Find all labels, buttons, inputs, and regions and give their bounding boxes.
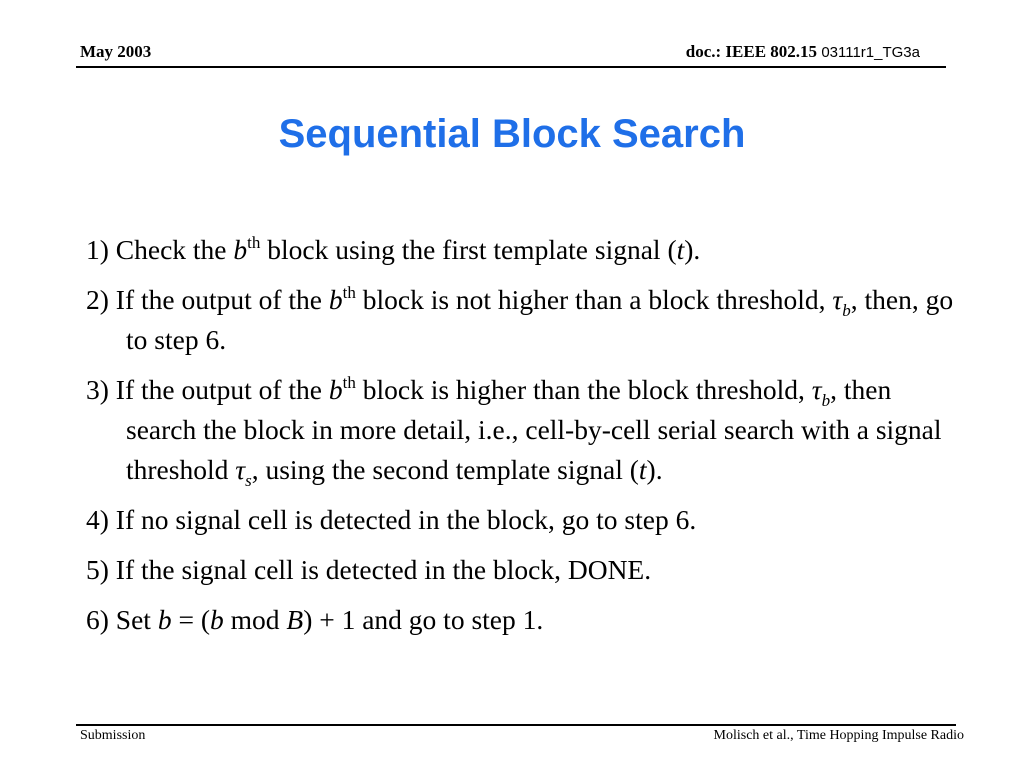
var-b: b — [233, 234, 248, 265]
superscript-th: th — [247, 233, 261, 252]
header-date: May 2003 — [80, 42, 152, 61]
step-list — [86, 230, 966, 650]
var-b: b — [328, 284, 343, 315]
doc-label: doc.: IEEE 802.15 — [685, 42, 818, 61]
slide-title: Sequential Block Search — [278, 112, 746, 156]
var-t: t — [676, 234, 685, 265]
subscript-s: s — [245, 471, 252, 490]
step-text: 1) Check the — [86, 234, 234, 265]
step-5: 5) If the signal cell is detected in the block, DONE. — [86, 554, 652, 585]
step-text: 6) Set — [86, 604, 158, 635]
header-rule — [76, 66, 946, 68]
step-text: block is not higher than a block threshold, — [355, 284, 833, 315]
superscript-th: th — [342, 283, 356, 302]
step-text: , then, go to step 6. — [126, 284, 954, 355]
footer-rule — [76, 724, 956, 726]
step-1 — [86, 230, 966, 270]
header-doc-id — [686, 42, 920, 62]
step-text: block is higher than the block threshold, — [355, 374, 812, 405]
step-3 — [86, 370, 966, 490]
superscript-th: th — [342, 373, 356, 392]
step-text: ). — [646, 454, 663, 485]
step-text: block using the first template signal ( — [260, 234, 677, 265]
var-b: b — [209, 604, 224, 635]
step-text: 2) If the output of the — [86, 284, 329, 315]
step-text: mod — [223, 604, 287, 635]
step-2 — [86, 280, 966, 360]
var-t: t — [638, 454, 647, 485]
var-tau: τ — [235, 454, 246, 485]
step-text: = ( — [171, 604, 210, 635]
step-text: ) + 1 and go to step 1. — [303, 604, 544, 635]
step-6 — [86, 600, 966, 640]
var-b: b — [328, 374, 343, 405]
doc-number: 03111r1_TG3a — [821, 44, 920, 61]
var-tau: τ — [832, 284, 843, 315]
var-tau: τ — [811, 374, 822, 405]
subscript-b: b — [821, 391, 831, 410]
footer-authors: Molisch et al., Time Hopping Impulse Radio — [713, 728, 964, 743]
var-b: b — [157, 604, 172, 635]
step-text: , then search the block in more detail, i.e., cell-by-cell serial search with a signal threshold — [126, 374, 942, 485]
footer-submission: Submission — [80, 728, 146, 743]
var-B: B — [286, 604, 304, 635]
step-4: 4) If no signal cell is detected in the block, go to step 6. — [86, 504, 697, 535]
subscript-b: b — [842, 301, 851, 320]
step-text: 3) If the output of the — [86, 374, 329, 405]
step-text: , using the second template signal ( — [251, 454, 639, 485]
step-text: ). — [684, 234, 701, 265]
